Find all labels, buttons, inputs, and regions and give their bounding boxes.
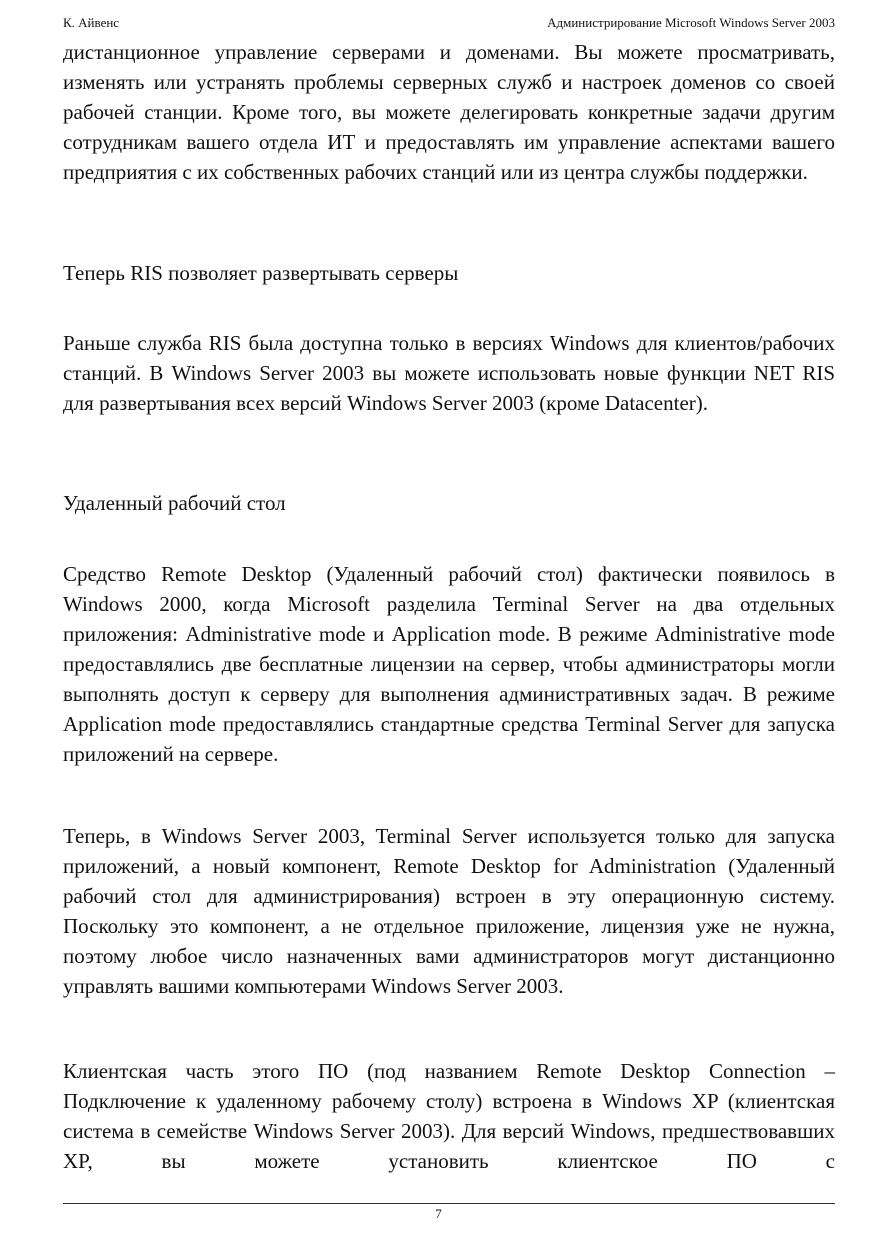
page-number: 7 (435, 1206, 442, 1221)
section-heading: Теперь RIS позволяет развертывать серверы (63, 261, 459, 285)
paragraph: Теперь, в Windows Server 2003, Terminal Server используется только для запуска приложений, а новый компонент, Remote Desktop for Administration (Удаленный рабочий стол для администрирования) встроен в эту операционную систему. Поскольку это компонент, а не отдельное приложение, лицензия уже не нужна, поэтому любое число назначенных вами администраторов могут дистанционно управлять вашими компьютерами Windows Server 2003. (63, 824, 835, 998)
footer-rule (63, 1203, 835, 1204)
paragraph: Раньше служба RIS была доступна только в версиях Windows для клиентов/рабочих станций. В Windows Server 2003 вы можете использовать новые функции NET RIS для развертывания всех версий Windows Server 2003 (кроме Datacenter). (63, 331, 835, 415)
paragraph: Средство Remote Desktop (Удаленный рабочий стол) фактически появилось в Windows 2000, когда Microsoft разделила Terminal Server на два отдельных приложения: Administrative mode и Application mode. В режиме Administrative mode предоставлялись две бесплатные лицензии на сервер, чтобы администраторы могли выполнять доступ к серверу для выполнения административных задач. В режиме Application mode предоставлялись стандартные средства Terminal Server для запуска приложений на сервере. (63, 562, 835, 766)
section-heading: Удаленный рабочий стол (63, 491, 286, 515)
running-header-title: Администрирование Microsoft Windows Server 2003 (547, 15, 835, 30)
running-header-author: К. Айвенс (63, 15, 120, 30)
paragraph: Клиентская часть этого ПО (под названием Remote Desktop Connection – Подключение к удаленному рабочему столу) встроена в Windows XP (клиентская система в семействе Windows Server 2003). Для версий Windows, предшествовавших XP, вы можете установить клиентское ПО с (63, 1059, 835, 1173)
paragraph: дистанционное управление серверами и доменами. Вы можете просматривать, изменять или устранять проблемы серверных служб и настроек доменов со своей рабочей станции. Кроме того, вы можете делегировать конкретные задачи другим сотрудникам вашего отдела ИТ и предоставлять им управление аспектами вашего предприятия с их собственных рабочих станций или из центра службы поддержки. (63, 40, 835, 184)
